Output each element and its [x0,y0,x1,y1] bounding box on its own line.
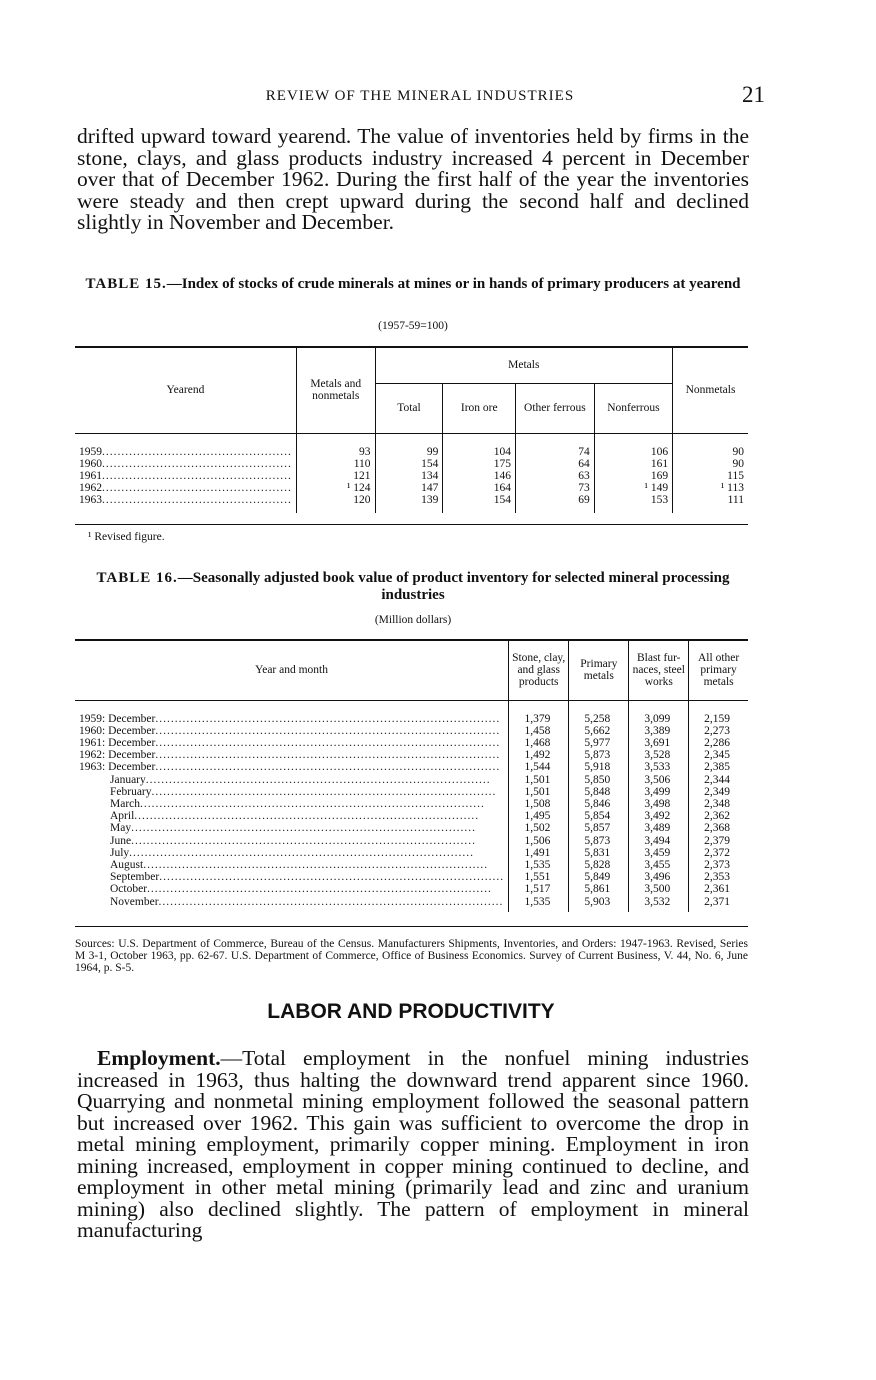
th-metals-nonmetals: Metals and nonmetals [296,347,375,433]
table16-cell-all-other: 2,348 [704,797,730,810]
table16-cell-blast-furnaces: 3,459 [629,847,689,859]
th-other-ferrous: Other ferrous [516,383,595,433]
table16-cell-primary-metals: 5,850 [569,774,629,786]
table16-row [75,725,748,737]
row-label: July [110,846,130,859]
th-all-other-primary: All other primary metals [689,640,748,700]
row-label: 1962 [79,482,102,495]
table16-cell-stone-clay-glass: 1,551 [509,871,569,883]
table16-row [75,700,748,725]
table16-cell-stone-clay-glass: 1,508 [509,798,569,810]
table16-cell-blast-furnaces: 3,455 [629,859,689,871]
table16-cell-primary-metals: 5,831 [569,847,629,859]
table16-cell-primary-metals: 5,857 [569,822,629,834]
table15-cell-year: 1962................................................. [75,482,296,494]
table16-cell-stone-clay-glass: 1,517 [509,883,569,895]
table16-cell-stone-clay-glass: 1,544 [509,761,569,773]
table16-cell-primary-metals: 5,846 [569,798,629,810]
row-label: May [110,822,132,835]
table15-row [75,482,748,494]
table15-cell-nonferrous: 106 [594,433,672,458]
table15-cell-iron-ore: 175 [443,458,516,470]
employment-text: —Total employment in the nonfuel mining industries increased in 1963, thus halting the downward trend apparent since 1960. Quarrying and nonmetal mining employment followed the seasonal pattern but increased over 1962. This gain was sufficient to overcome the drop in metal mining employment, primarily copper mining. Employment in iron mining increased, employment in copper mining continued to decline, and employment in other metal mining (primarily lead and zinc and uranium mining) also declined slightly. The pattern of employment in mineral manufacturing [77,1046,749,1242]
th-yearend: Yearend [75,347,296,433]
table16-cell-period: September......................................................................................... [75,871,509,883]
table16-row [75,761,748,773]
table16-cell-stone-clay-glass: 1,535 [509,859,569,871]
table16-title: —Seasonally adjusted book value of product inventory for selected mineral processing industries [177,570,730,603]
table15-cell-nonferrous: 153 [594,494,672,512]
table16-cell-stone-clay-glass: 1,458 [509,725,569,737]
table16-sources: Sources: U.S. Department of Commerce, Bureau of the Census. Manufacturers Shipments, Inventories, and Orders: 1947-1963. Revised, Series M 3-1, October 1963, pp. 62-67. U.S. Department of Commerce, Office of Business Economics. Survey of Current Business, V. 44, No. 6, June 1964, p. S-5. [75,938,748,974]
table16-cell-all-other: 2,368 [704,822,730,835]
table15-cell-nonferrous: 161 [594,458,672,470]
table15-cell-other-ferrous: 73 [516,482,595,494]
table15-cell-metals-nonmetals: ¹ 124 [296,482,375,494]
table16-cell-primary-metals: 5,873 [569,749,629,761]
th-nonmetals: Nonmetals [673,347,748,433]
table16-cell-blast-furnaces: 3,532 [629,896,689,912]
table16-cell-all-other: 2,379 [704,834,730,847]
table16-cell-period: July......................................................................................... [75,847,509,859]
table16-cell-period: 1961: December......................................................................................... [75,737,509,749]
table15-cell-other-ferrous: 63 [516,470,595,482]
page-number: 21 [742,82,765,107]
table15-cell-nonmetals: 115 [727,469,744,482]
table16-cell-all-other: 2,344 [704,773,730,786]
table16-cell-blast-furnaces: 3,691 [629,737,689,749]
table16-cell-blast-furnaces: 3,506 [629,774,689,786]
table15-cell-nonferrous: 169 [594,470,672,482]
table15-title: —Index of stocks of crude minerals at mines or in hands of primary producers at yearend [166,276,741,292]
table16-cell-all-other: 2,371 [704,895,730,908]
table16-cell-blast-furnaces: 3,489 [629,822,689,834]
table16-cell-primary-metals: 5,848 [569,786,629,798]
table16-cell-period: 1963: December......................................................................................... [75,761,509,773]
table15-cell-year: 1960................................................. [75,458,296,470]
table15-footnote: ¹ Revised figure. [88,531,165,543]
table16-cell-blast-furnaces: 3,492 [629,810,689,822]
row-label: October [110,883,148,896]
table15-row [75,433,748,458]
table15-bottom-rule [75,524,748,525]
table16-row [75,859,748,871]
table15 [75,346,748,513]
table15-cell-iron-ore: 154 [443,494,516,512]
table16-cell-blast-furnaces: 3,494 [629,835,689,847]
table15-row [75,494,748,512]
table16-cell-primary-metals: 5,977 [569,737,629,749]
th-primary-metals: Primary metals [569,640,629,700]
table16-row [75,737,748,749]
table16-cell-all-other: 2,286 [704,736,730,749]
table15-units: (1957-59=100) [378,320,448,332]
table15-cell-metals-nonmetals: 93 [296,433,375,458]
table16-cell-period: October......................................................................................... [75,883,509,895]
table16-row [75,786,748,798]
paragraph-inventories: drifted upward toward yearend. The value of inventories held by firms in the stone, clays, and glass products industry increased 4 percent in December over that of December 1962. During the first half of the year the inventories were steady and then crept upward during the second half and declined slightly in November and December. [77,124,749,234]
row-label: 1963 [79,494,102,507]
table16-cell-primary-metals: 5,258 [569,700,629,725]
table16-body [75,700,748,912]
table16-cell-stone-clay-glass: 1,501 [509,774,569,786]
row-label: April [110,810,135,823]
table15-body [75,433,748,513]
table16-cell-period: June......................................................................................... [75,835,509,847]
table16-row [75,896,748,912]
row-label: March [110,797,141,810]
table16-cell-period: November......................................................................................... [75,896,509,912]
table16-row [75,871,748,883]
table16-cell-stone-clay-glass: 1,491 [509,847,569,859]
row-label: 1959 [79,445,102,458]
table15-cell-total: 99 [375,433,443,458]
th-metals: Metals [375,347,673,383]
row-label: September [110,871,160,884]
row-label: November [110,895,159,908]
table15-cell-metals-nonmetals: 120 [296,494,375,512]
table16-cell-stone-clay-glass: 1,502 [509,822,569,834]
table16-cell-period: 1962: December......................................................................................... [75,749,509,761]
table15-cell-nonmetals: 90 [732,457,744,470]
table15-cell-other-ferrous: 74 [516,433,595,458]
table16-cell-all-other: 2,373 [704,858,730,871]
table16-cell-all-other: 2,159 [704,712,730,725]
row-label: August [110,858,144,871]
table15-cell-nonmetals: 90 [732,445,744,458]
table16-cell-period: May......................................................................................... [75,822,509,834]
table15-cell-other-ferrous: 64 [516,458,595,470]
row-label: June [110,834,132,847]
table16-cell-primary-metals: 5,854 [569,810,629,822]
table16-label: TABLE 16. [96,570,178,586]
table15-caption [77,276,749,293]
table15-cell-nonferrous: ¹ 149 [594,482,672,494]
table16-cell-stone-clay-glass: 1,535 [509,896,569,912]
table16-row [75,798,748,810]
row-label: 1961 [79,469,102,482]
table16-cell-blast-furnaces: 3,496 [629,871,689,883]
table16-cell-all-other: 2,353 [704,871,730,884]
table16-row [75,822,748,834]
table16-cell-primary-metals: 5,873 [569,835,629,847]
row-label: 1962: December [79,749,156,762]
table16-cell-all-other: 2,273 [704,724,730,737]
table16-cell-primary-metals: 5,849 [569,871,629,883]
table16-cell-all-other: 2,372 [704,846,730,859]
table15-cell-other-ferrous: 69 [516,494,595,512]
table16-row [75,810,748,822]
table16-caption [77,570,749,604]
th-total: Total [375,383,443,433]
table15-row [75,458,748,470]
row-label: 1959: December [79,712,156,725]
table16-units: (Million dollars) [374,614,452,626]
table16-bottom-rule [75,926,748,927]
table15-cell-metals-nonmetals: 121 [296,470,375,482]
th-iron-ore: Iron ore [443,383,516,433]
table16-cell-blast-furnaces: 3,528 [629,749,689,761]
table16-cell-period: 1959: December......................................................................................... [75,700,509,725]
table16-row [75,835,748,847]
table16-cell-stone-clay-glass: 1,379 [509,700,569,725]
table16-cell-all-other: 2,385 [704,761,730,774]
table16-cell-primary-metals: 5,903 [569,896,629,912]
row-label: February [110,785,152,798]
running-title: REVIEW OF THE MINERAL INDUSTRIES [265,88,575,104]
table16-row [75,774,748,786]
table16-cell-period: April......................................................................................... [75,810,509,822]
table15-cell-metals-nonmetals: 110 [296,458,375,470]
employment-runin-head: Employment. [97,1046,221,1070]
th-stone-clay-glass: Stone, clay, and glass products [509,640,569,700]
table16-cell-blast-furnaces: 3,533 [629,761,689,773]
row-label: 1960 [79,457,102,470]
table16-cell-period: August......................................................................................... [75,859,509,871]
table16-cell-primary-metals: 5,861 [569,883,629,895]
table16-cell-blast-furnaces: 3,389 [629,725,689,737]
table16-cell-period: January......................................................................................... [75,774,509,786]
table16-cell-primary-metals: 5,662 [569,725,629,737]
table16-cell-stone-clay-glass: 1,495 [509,810,569,822]
table15-label: TABLE 15. [85,276,167,292]
row-label: 1960: December [79,724,156,737]
table15-cell-iron-ore: 146 [443,470,516,482]
table15-cell-total: 147 [375,482,443,494]
table15-cell-year: 1959................................................. [75,433,296,458]
th-year-month: Year and month [75,640,509,700]
table15-cell-nonmetals: ¹ 113 [720,482,744,495]
table16-cell-blast-furnaces: 3,498 [629,798,689,810]
row-label: January [110,773,146,786]
table16-cell-all-other: 2,361 [704,883,730,896]
table16-cell-primary-metals: 5,828 [569,859,629,871]
table16-cell-stone-clay-glass: 1,506 [509,835,569,847]
table16-cell-blast-furnaces: 3,500 [629,883,689,895]
table16-cell-all-other: 2,345 [704,749,730,762]
running-head [75,82,765,112]
table15-cell-total: 154 [375,458,443,470]
table16-cell-all-other: 2,349 [704,785,730,798]
table16-row [75,883,748,895]
table15-cell-year: 1963................................................. [75,494,296,512]
table16-cell-period: 1960: December......................................................................................... [75,725,509,737]
table15-cell-total: 139 [375,494,443,512]
table16-row [75,847,748,859]
section-heading: LABOR AND PRODUCTIVITY [267,1000,555,1023]
table15-cell-iron-ore: 164 [443,482,516,494]
table16-cell-period: March......................................................................................... [75,798,509,810]
table16-cell-all-other: 2,362 [704,810,730,823]
table15-cell-iron-ore: 104 [443,433,516,458]
row-label: 1961: December [79,736,156,749]
table16-cell-period: February......................................................................................... [75,786,509,798]
table16-cell-blast-furnaces: 3,099 [629,700,689,725]
table15-cell-nonmetals: 111 [727,494,744,507]
table16-cell-primary-metals: 5,918 [569,761,629,773]
table15-row [75,470,748,482]
table16-cell-stone-clay-glass: 1,468 [509,737,569,749]
th-blast-furnaces: Blast fur- naces, steel works [629,640,689,700]
table15-cell-year: 1961................................................. [75,470,296,482]
row-label: 1963: December [79,761,156,774]
paragraph-employment [77,1048,749,1242]
table16-cell-blast-furnaces: 3,499 [629,786,689,798]
table16-cell-stone-clay-glass: 1,501 [509,786,569,798]
table16-cell-stone-clay-glass: 1,492 [509,749,569,761]
th-nonferrous: Nonferrous [594,383,672,433]
table15-cell-total: 134 [375,470,443,482]
table16 [75,639,748,912]
table16-row [75,749,748,761]
